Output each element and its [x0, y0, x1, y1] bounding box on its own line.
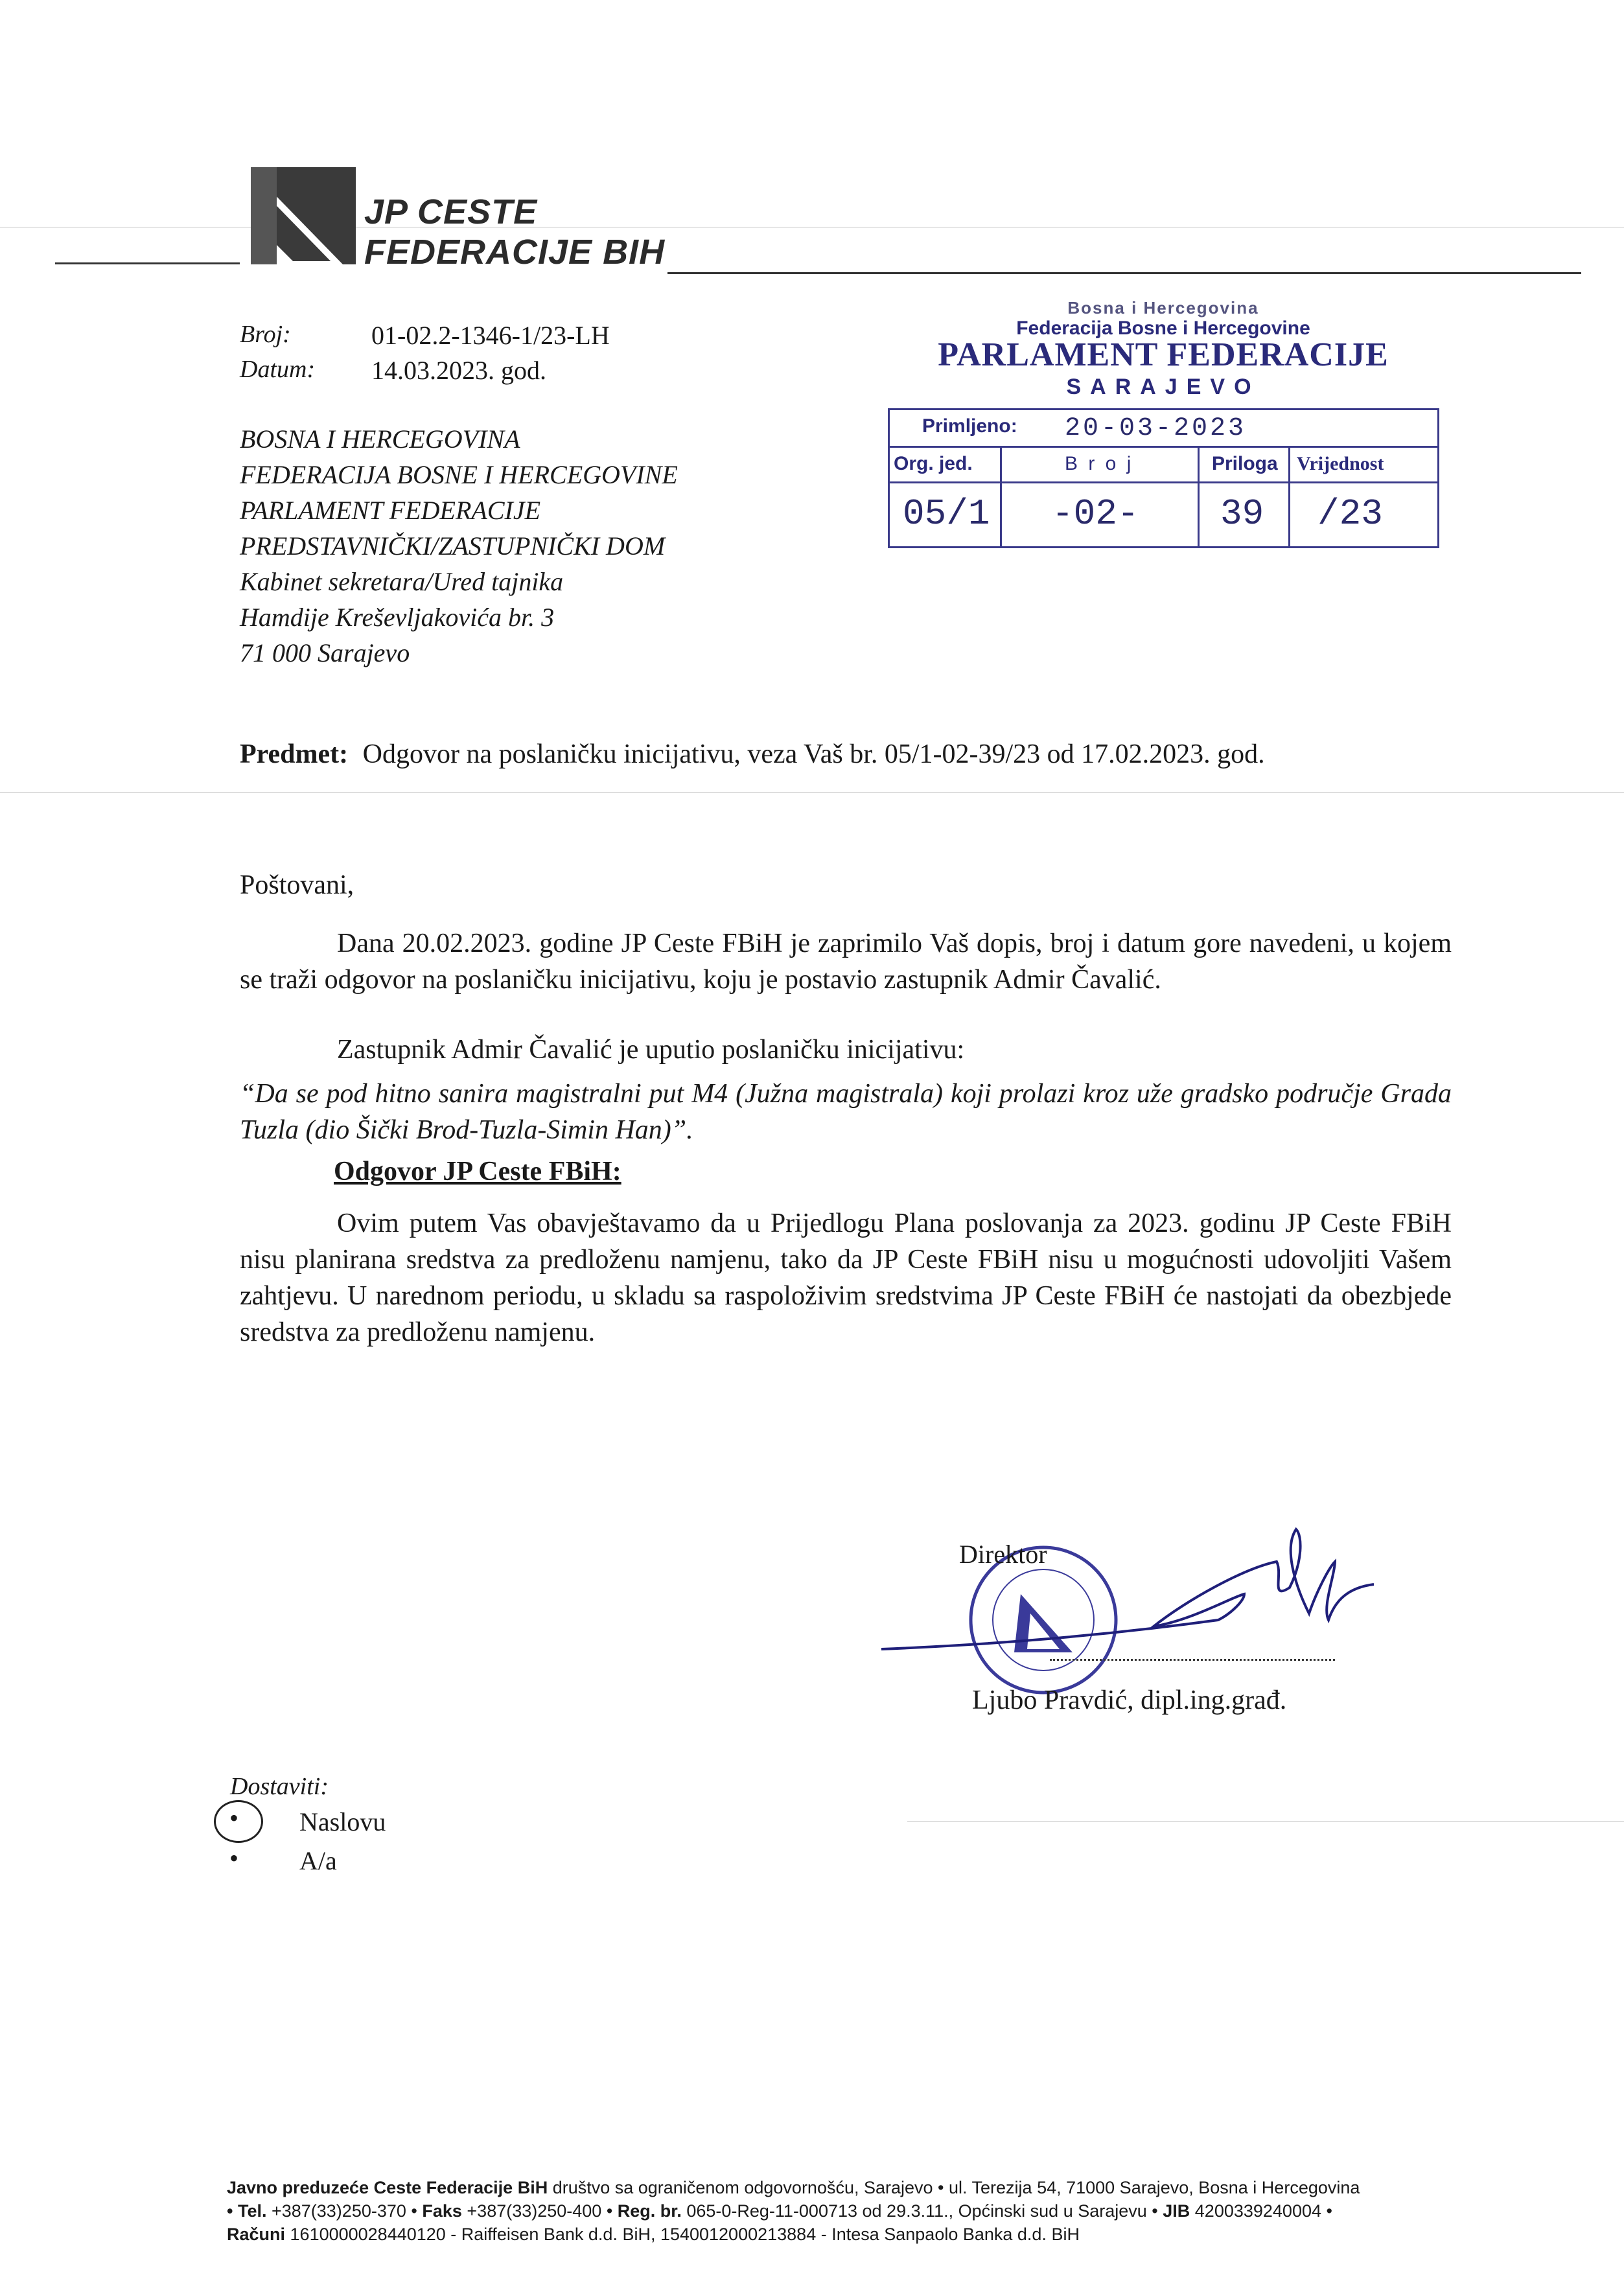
- bullet: •: [229, 1844, 239, 1873]
- body-paragraph-2: [240, 1205, 1452, 1350]
- footer-reg-label: Reg. br.: [617, 2201, 682, 2221]
- footer-accounts-label: Računi: [227, 2225, 286, 2244]
- stamp-country: Bosna i Hercegovina: [1067, 298, 1259, 318]
- signer-name: Ljubo Pravdić, dipl.ing.građ.: [972, 1685, 1287, 1715]
- body-paragraph-1: [240, 925, 1452, 998]
- stamp-header-row: [890, 448, 1437, 483]
- subject-text: Odgovor na poslaničku inicijativu, veza Vaš br. 05/1-02-39/23 od 17.02.2023. god.: [362, 739, 1265, 769]
- footer-line-2: [227, 2199, 1445, 2223]
- recipient-line: PARLAMENT FEDERACIJE: [240, 496, 541, 525]
- footer-fax-label: Faks: [422, 2201, 462, 2221]
- stamp-received-date: 20-03-2023: [1065, 414, 1247, 443]
- stamp-col-org: Org. jed.: [894, 453, 973, 474]
- initiative-quote: “Da se pod hitno sanira magistralni put M4 (Južna magistrala) koji prolazi kroz uže gradsko područje Grada Tuzla (dio Šički Brod-Tuzla-Simin Han)”.: [240, 1079, 1452, 1145]
- footer-fax: +387(33)250-400 •: [461, 2201, 618, 2221]
- stamp-received-row: [890, 410, 1437, 448]
- stamp-val-vrijednost: /23: [1317, 493, 1383, 535]
- footer-jib-label: JIB: [1163, 2201, 1190, 2221]
- recipient-line: Hamdije Kreševljakovića br. 3: [240, 603, 555, 632]
- delivery-item: Naslovu: [299, 1807, 386, 1836]
- number-value: 01-02.2-1346-1/23-LH: [371, 321, 610, 350]
- parliament-received-stamp: [885, 298, 1442, 570]
- footer-tel-label: • Tel.: [227, 2201, 267, 2221]
- stamp-divider: [1288, 448, 1290, 546]
- footer-line-3: [227, 2223, 1445, 2246]
- footer-reg: 065-0-Reg-11-000713 od 29.3.11., Općinski sud u Sarajevu •: [681, 2201, 1163, 2221]
- footer-company-info: [227, 2176, 1445, 2246]
- scan-line: [0, 792, 1624, 793]
- director-title: Direktor: [959, 1540, 1047, 1569]
- delivery-label: Dostaviti:: [230, 1773, 329, 1800]
- scan-line: [907, 1821, 1624, 1822]
- recipient-line: FEDERACIJA BOSNE I HERCEGOVINE: [240, 460, 678, 489]
- bullet: •: [229, 1803, 239, 1833]
- stamp-col-priloga: Priloga: [1212, 453, 1278, 474]
- stamp-city: SARAJEVO: [1066, 375, 1260, 399]
- recipient-line: PREDSTAVNIČKI/ZASTUPNIČKI DOM: [240, 531, 666, 561]
- stamp-val-priloga: 39: [1220, 493, 1264, 535]
- footer-tel: +387(33)250-370 •: [266, 2201, 423, 2221]
- footer-accounts: 1610000028440120 - Raiffeisen Bank d.d. BiH, 1540012000213884 - Intesa Sanpaolo Banka d.d. BiH: [285, 2225, 1080, 2244]
- signature-dotted-line: [1050, 1659, 1335, 1661]
- company-name-line2: FEDERACIJE BIH: [364, 233, 666, 272]
- greeting: Poštovani,: [240, 870, 354, 900]
- footer-company-name: Javno preduzeće Ceste Federacije BiH: [227, 2178, 548, 2197]
- footer-address: društvo sa ograničenom odgovornošću, Sarajevo • ul. Terezija 54, 71000 Sarajevo, Bosna i Hercegovina: [548, 2178, 1360, 2197]
- recipient-line: BOSNA I HERCEGOVINA: [240, 424, 520, 454]
- stamp-parliament: PARLAMENT FEDERACIJE: [938, 336, 1389, 373]
- stamp-divider: [1000, 448, 1002, 546]
- header-rule-right: [667, 272, 1581, 274]
- scan-line: [0, 227, 1624, 228]
- initiative-intro: Zastupnik Admir Čavalić je uputio poslaničku inicijativu:: [337, 1035, 965, 1065]
- stamp-val-broj: -02-: [1052, 493, 1139, 535]
- number-label: Broj:: [240, 321, 291, 348]
- recipient-line: 71 000 Sarajevo: [240, 638, 410, 667]
- date-value: 14.03.2023. god.: [371, 356, 546, 385]
- stamp-col-broj: B r o j: [1065, 453, 1134, 474]
- answer-heading: Odgovor JP Ceste FBiH:: [334, 1157, 621, 1186]
- jp-ceste-logo-icon: [251, 167, 356, 264]
- date-label: Datum:: [240, 356, 316, 383]
- body-paragraph-1-text: Dana 20.02.2023. godine JP Ceste FBiH je zaprimilo Vaš dopis, broj i datum gore navedeni, u kojem se traži odgovor na poslaničku inicijativu, koju je postavio zastupnik Admir Čavalić.: [240, 929, 1452, 995]
- stamp-col-vrijednost: Vrijednost: [1297, 453, 1384, 474]
- recipient-address: [240, 421, 678, 671]
- subject-line: [240, 739, 1265, 770]
- stamp-table: [888, 408, 1439, 548]
- stamp-val-org: 05/1: [903, 493, 990, 535]
- subject-label: Predmet:: [240, 739, 349, 769]
- body-paragraph-2-text: Ovim putem Vas obavještavamo da u Prijedlogu Plana poslovanja za 2023. godinu JP Ceste FBiH nisu planirana sredstva za predloženu namjenu, tako da JP Ceste FBiH nisu u mogućnosti udovoljiti Vašem zahtjevu. U narednom periodu, u skladu sa raspoloživim sredstvima JP Ceste FBiH će nastojati da obezbjede sredstva za predloženu namjenu.: [240, 1209, 1452, 1347]
- header-rule-left: [55, 262, 240, 264]
- stamp-received-label: Primljeno:: [922, 415, 1017, 437]
- company-name-line1: JP CESTE: [364, 192, 538, 231]
- delivery-item: A/a: [299, 1846, 337, 1875]
- footer-line-1: [227, 2176, 1445, 2199]
- footer-jib: 4200339240004 •: [1190, 2201, 1332, 2221]
- stamp-federation: Federacija Bosne i Hercegovine: [1016, 318, 1310, 339]
- stamp-divider: [1198, 448, 1200, 546]
- recipient-line: Kabinet sekretara/Ured tajnika: [240, 567, 564, 596]
